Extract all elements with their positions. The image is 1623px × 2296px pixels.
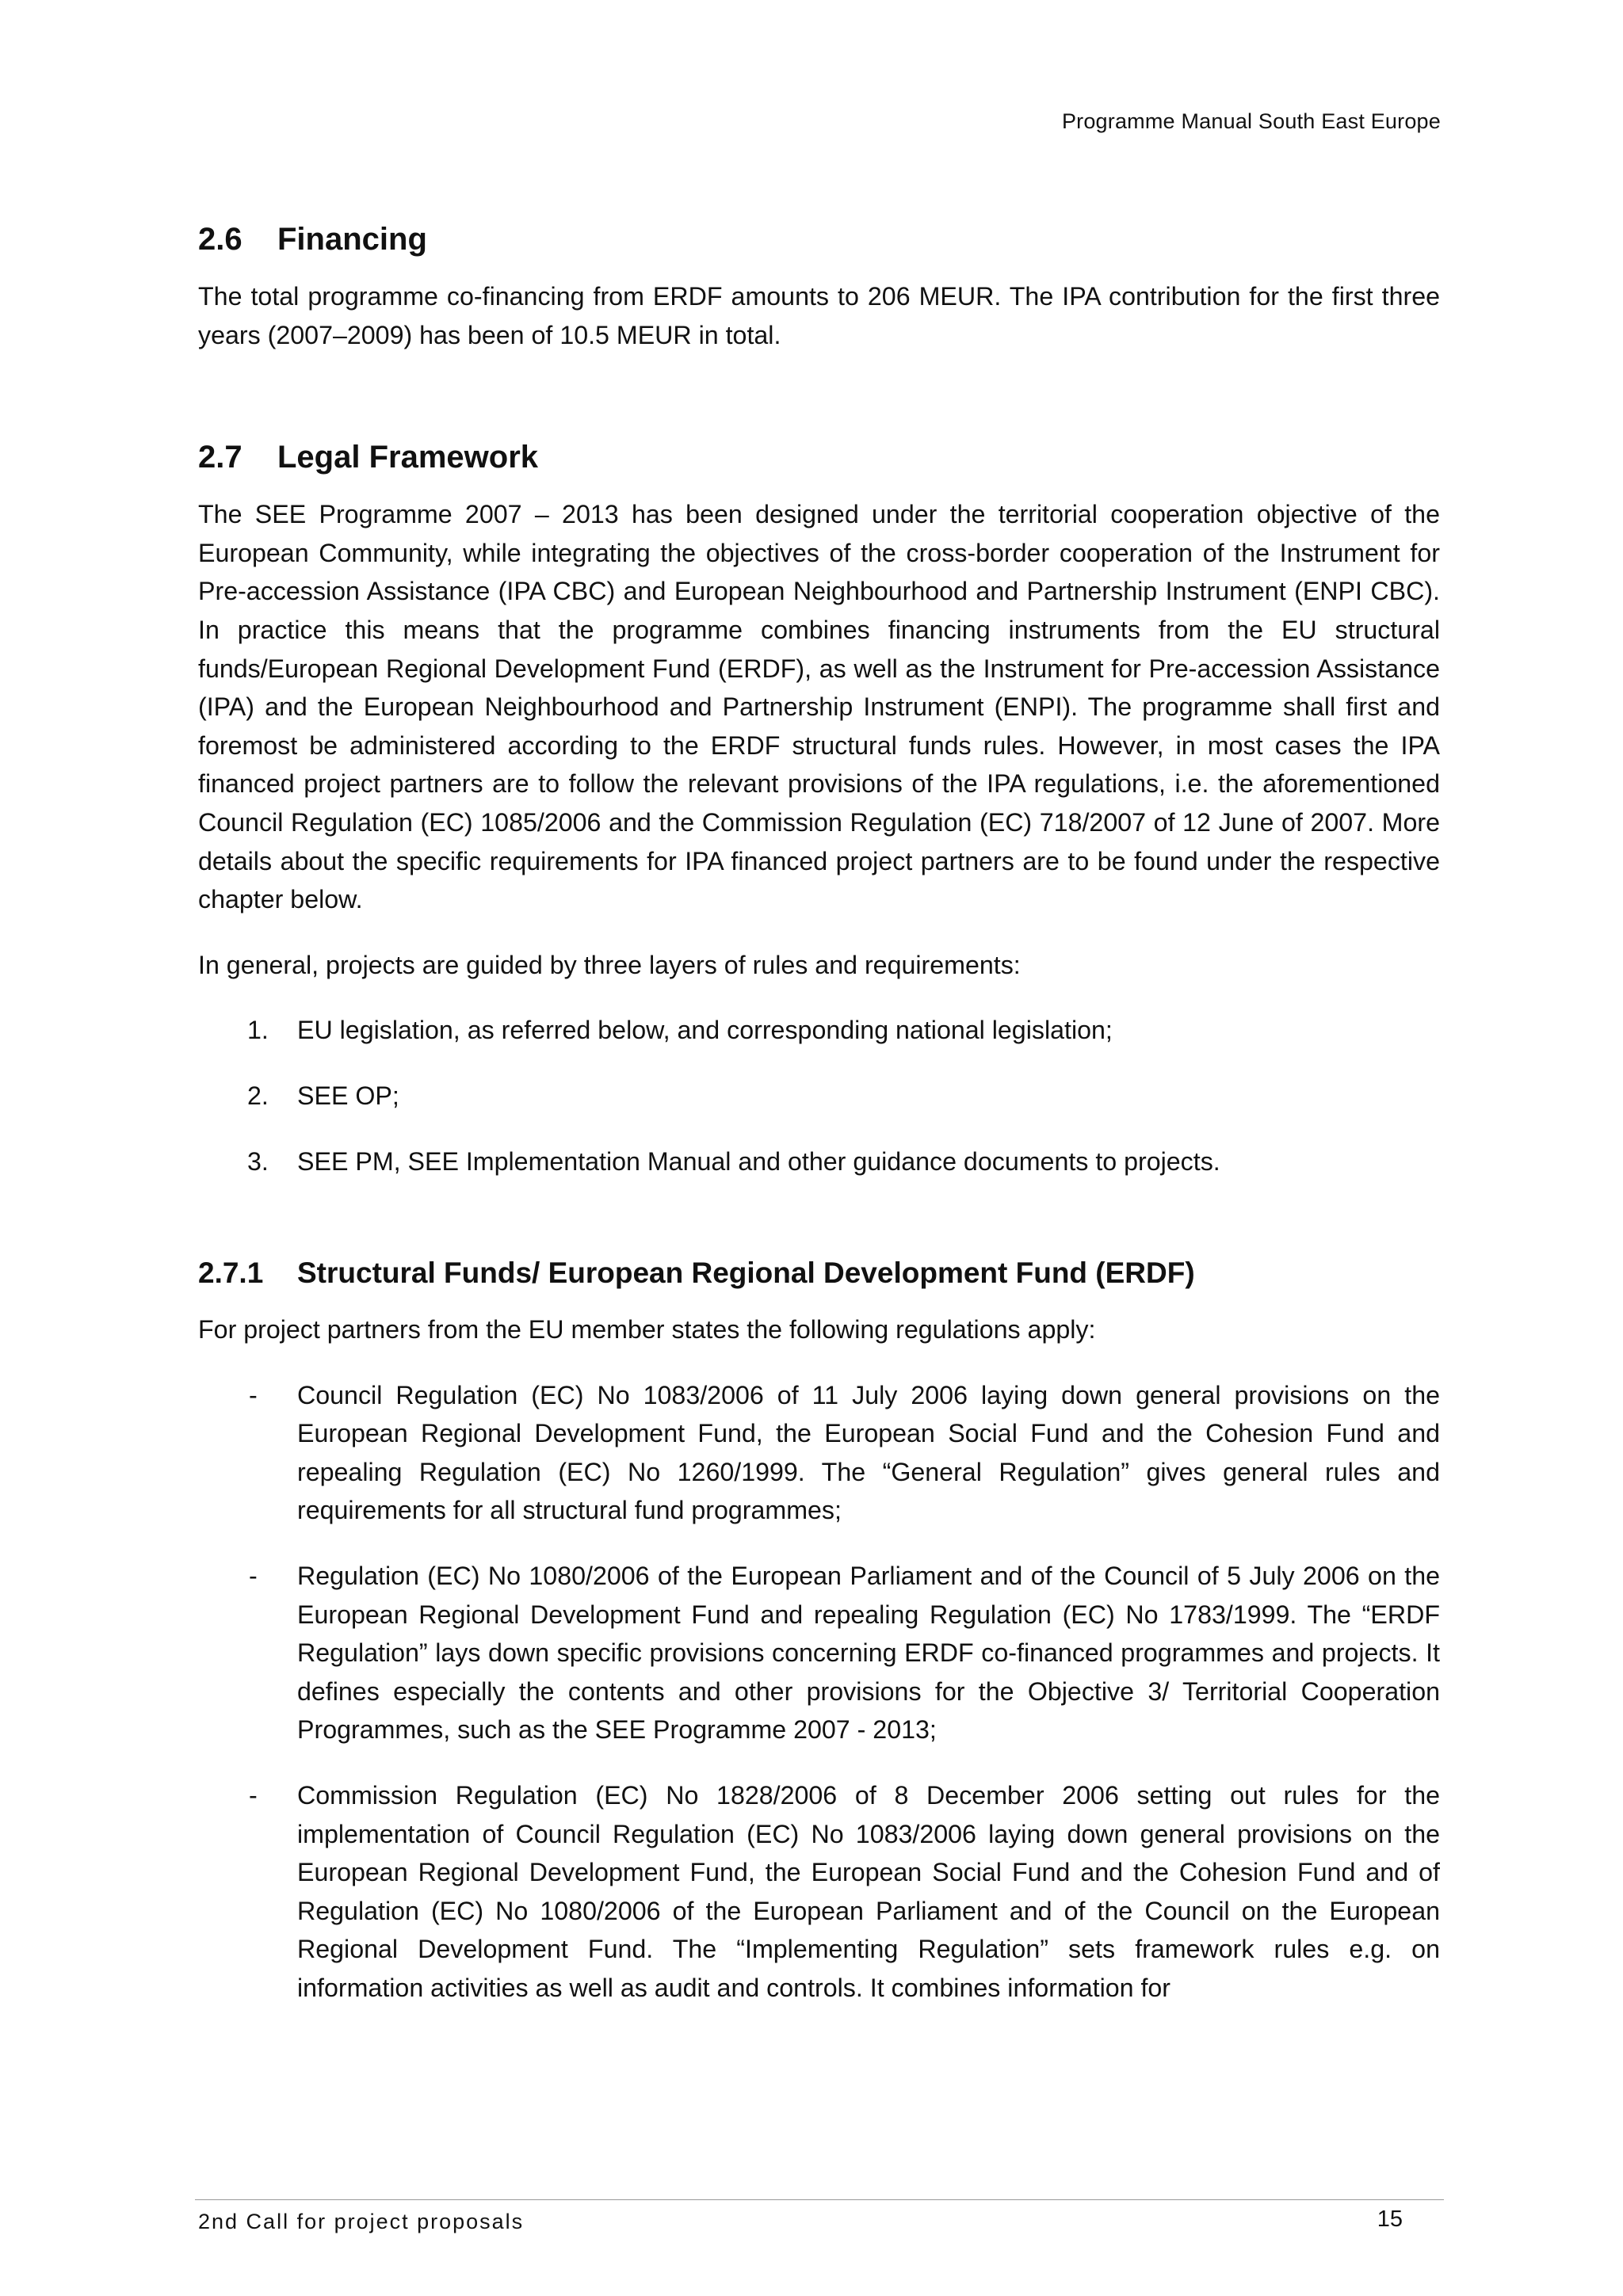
list-item-text: SEE OP; — [297, 1081, 399, 1110]
rules-intro-paragraph: In general, projects are guided by three layers of rules and requirements: — [198, 950, 1021, 979]
list-item-text: Council Regulation (EC) No 1083/2006 of 11 July 2006 laying down general provisions on the European Regional Development Fund, the European Social Fund and the Cohesion Fund and repealing Regulation (EC) No 1260/1999. The “General Regulation” gives general rules and requirements for all structural fund programmes; — [297, 1380, 1440, 1525]
list-marker: 3. — [247, 1146, 269, 1176]
list-marker: - — [249, 1562, 258, 1591]
section-number: 2.7.1 — [198, 1257, 264, 1290]
section-heading-erdf — [198, 1252, 1440, 1295]
section-number: 2.7 — [198, 440, 242, 475]
list-item — [198, 1011, 1440, 1050]
list-item — [198, 1142, 1440, 1181]
page-number: 15 — [1377, 2206, 1403, 2232]
footer-call-title: 2nd Call for project proposals — [198, 2210, 525, 2233]
regulations-list — [198, 1376, 1440, 2008]
list-item-text: SEE PM, SEE Implementation Manual and other guidance documents to projects. — [297, 1146, 1220, 1176]
list-item-text: EU legislation, as referred below, and corresponding national legislation; — [297, 1016, 1113, 1045]
rules-layers-list — [198, 1011, 1440, 1180]
section-title: Legal Framework — [277, 440, 539, 475]
list-item-text: Regulation (EC) No 1080/2006 of the European Parliament and of the Council of 5 July 2006 on the European Regional Development Fund and repealing Regulation (EC) No 1783/1999. The “ERDF Regulation” lays down specific provisions concerning ERDF co-financed programmes and projects. It defines especially the contents and other provisions for the Objective 3/ Territorial Cooperation Programmes, such as the SEE Programme 2007 - 2013; — [297, 1562, 1440, 1745]
section-title: Financing — [277, 222, 427, 257]
list-item — [198, 1077, 1440, 1116]
list-item — [198, 1557, 1440, 1749]
page-footer — [195, 2199, 1444, 2232]
list-marker: - — [249, 1781, 258, 1810]
section-heading-legal-framework — [198, 433, 1440, 481]
list-marker: - — [249, 1380, 258, 1409]
list-item-text: Commission Regulation (EC) No 1828/2006 of 8 December 2006 setting out rules for the implementation of Council Regulation (EC) No 1083/2006 laying down general provisions on the European Regional Development Fund, the European Social Fund and the Cohesion Fund and of Regulation (EC) No 1080/2006 of the European Parliament and of the Council on the European Regional Development Fund. The “Implementing Regulation” sets framework rules e.g. on information activities as well as audit and controls. It combines information for — [297, 1781, 1440, 2002]
legal-framework-paragraph: The SEE Programme 2007 – 2013 has been designed under the territorial cooperation objective of the European Community, while integrating the objectives of the cross-border cooperation of the Instrument for Pre-accession Assistance (IPA CBC) and European Neighbourhood and Partnership Instrument (ENPI CBC). In practice this means that the programme combines financing instruments from the EU structural funds/European Regional Development Fund (ERDF), as well as the Instrument for Pre-accession Assistance (IPA) and the European Neighbourhood and Partnership Instrument (ENPI). The programme shall first and foremost be administered according to the ERDF structural funds rules. However, in most cases the IPA financed project partners are to follow the relevant provisions of the IPA regulations, i.e. the aforementioned Council Regulation (EC) 1085/2006 and the Commission Regulation (EC) 718/2007 of 12 June of 2007. More details about the specific requirements for IPA financed project partners are to be found under the respective chapter below. — [198, 500, 1440, 914]
running-header: Programme Manual South East Europe — [1061, 109, 1441, 133]
list-marker: 1. — [247, 1016, 269, 1045]
financing-paragraph: The total programme co-financing from ERDF amounts to 206 MEUR. The IPA contribution for the first three years (2007–2009) has been of 10.5 MEUR in total. — [198, 282, 1440, 349]
erdf-intro-paragraph: For project partners from the EU member states the following regulations apply: — [198, 1315, 1096, 1344]
list-item — [198, 1376, 1440, 1530]
list-marker: 2. — [247, 1081, 269, 1110]
section-heading-financing — [198, 215, 1440, 263]
section-title: Structural Funds/ European Regional Development Fund (ERDF) — [297, 1257, 1195, 1290]
page-content — [198, 215, 1440, 2008]
list-item — [198, 1776, 1440, 2008]
section-number: 2.6 — [198, 222, 242, 257]
